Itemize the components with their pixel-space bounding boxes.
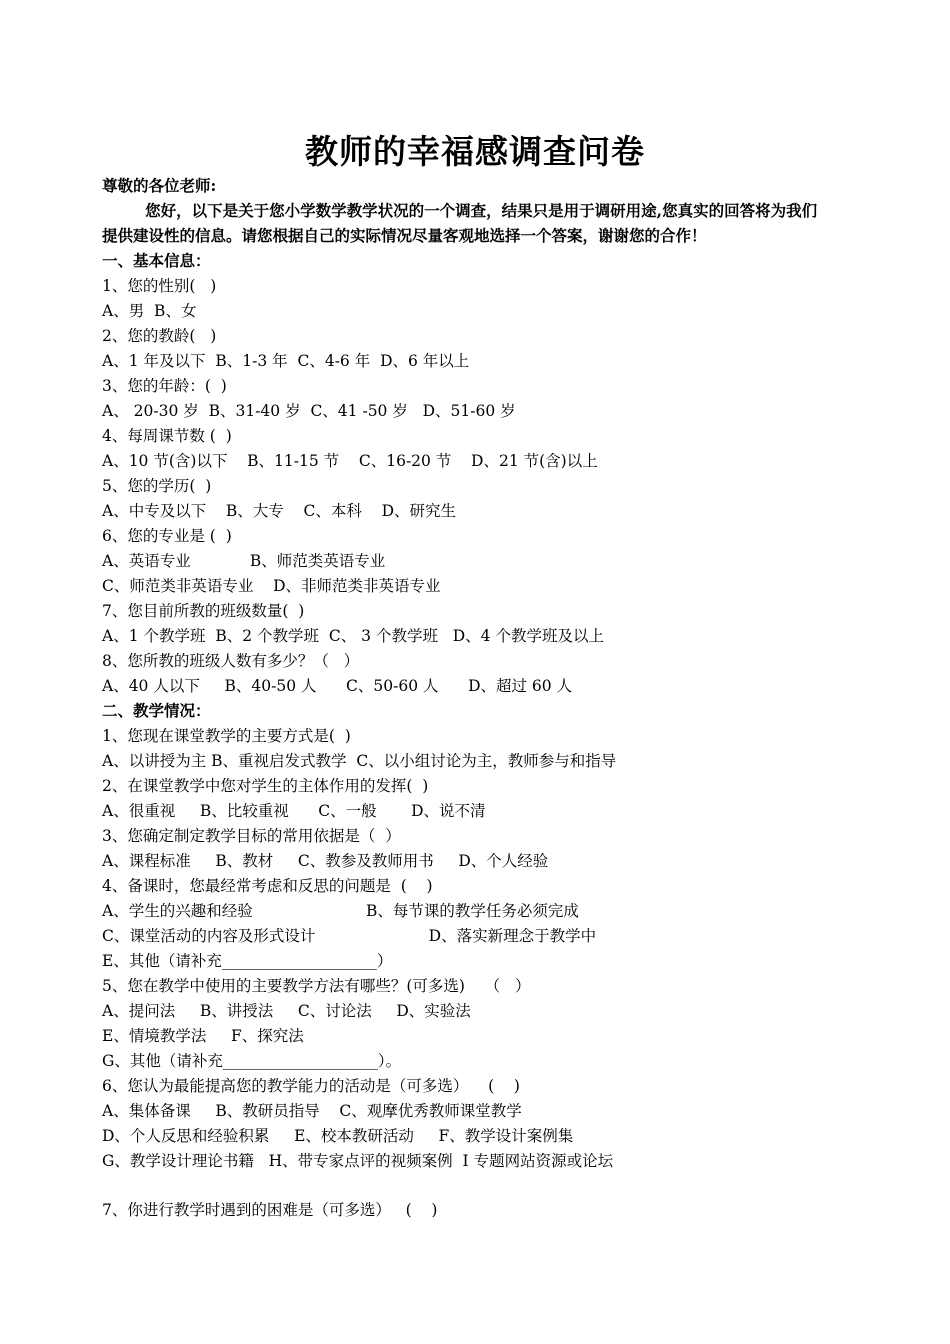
question-1-2: 2、您的教龄( ): [102, 327, 217, 345]
options-1-1: A、男 B、女: [102, 302, 197, 320]
options-2-1: A、以讲授为主 B、重视启发式教学 C、以小组讨论为主，教师参与和指导: [102, 752, 617, 770]
question-1-7: 7、您目前所教的班级数量( ): [102, 602, 305, 620]
question-2-5: 5、您在教学中使用的主要教学方法有哪些？(可多选) （ ）: [102, 977, 531, 995]
options-2-4-b: C、课堂活动的内容及形式设计 D、落实新理念于教学中: [102, 927, 597, 945]
question-1-5: 5、您的学历( ): [102, 477, 212, 495]
options-1-6-b: C、师范类非英语专业 D、非师范类非英语专业: [102, 577, 441, 595]
options-1-6-a: A、英语专业 B、师范类英语专业: [102, 552, 386, 570]
options-2-6-c: G、教学设计理论书籍 H、带专家点评的视频案例 I 专题网站资源或论坛: [102, 1152, 614, 1170]
question-2-7: 7、你进行教学时遇到的困难是（可多选） ( ): [102, 1201, 438, 1219]
question-1-3: 3、您的年龄：( ): [102, 377, 227, 395]
options-2-4-a: A、学生的兴趣和经验 B、每节课的教学任务必须完成: [102, 902, 579, 920]
options-2-5-a: A、提问法 B、讲授法 C、讨论法 D、实验法: [102, 1002, 471, 1020]
options-2-6-b: D、个人反思和经验积累 E、校本教研活动 F、教学设计案例集: [102, 1127, 574, 1145]
options-2-2: A、很重视 B、比较重视 C、一般 D、说不清: [102, 802, 486, 820]
options-1-4: A、10 节(含)以下 B、11-15 节 C、16-20 节 D、21 节(含)以上: [102, 452, 598, 470]
options-1-3: A、 20-30 岁 B、31-40 岁 C、41 -50 岁 D、51-60 岁: [102, 402, 516, 420]
section-heading-basic-info: 一、基本信息：: [102, 251, 211, 270]
options-1-7: A、1 个教学班 B、2 个教学班 C、 3 个教学班 D、4 个教学班及以上: [102, 627, 604, 645]
options-2-5-b: E、情境教学法 F、探究法: [102, 1027, 304, 1045]
question-2-1: 1、您现在课堂教学的主要方式是( ): [102, 727, 351, 745]
options-1-5: A、中专及以下 B、大专 C、本科 D、研究生: [102, 502, 456, 520]
question-1-6: 6、您的专业是 ( ): [102, 527, 232, 545]
intro-line-2: 提供建设性的信息。请您根据自己的实际情况尽量客观地选择一个答案，谢谢您的合作！: [102, 226, 707, 245]
question-2-4: 4、备课时，您最经常考虑和反思的问题是 ( ): [102, 877, 433, 895]
section-heading-teaching: 二、教学情况：: [102, 701, 211, 720]
question-1-4: 4、每周课节数 ( ): [102, 427, 232, 445]
options-2-6-a: A、集体备课 B、教研员指导 C、观摩优秀教师课堂教学: [102, 1102, 522, 1120]
document-title: 教师的幸福感调查问卷: [305, 132, 645, 171]
question-2-6: 6、您认为最能提高您的教学能力的活动是（可多选） ( ): [102, 1077, 520, 1095]
options-2-3: A、课程标准 B、教材 C、教参及教师用书 D、个人经验: [102, 852, 549, 870]
options-1-2: A、1 年及以下 B、1-3 年 C、4-6 年 D、6 年以上: [102, 352, 470, 370]
options-2-4-c: E、其他（请补充____________________）: [102, 952, 393, 970]
options-2-5-c: G、其他（请补充____________________）。: [102, 1052, 402, 1070]
greeting: 尊敬的各位老师:: [102, 176, 217, 195]
options-1-8: A、40 人以下 B、40-50 人 C、50-60 人 D、超过 60 人: [102, 677, 573, 695]
question-2-3: 3、您确定制定教学目标的常用依据是（ ）: [102, 827, 401, 845]
question-1-8: 8、您所教的班级人数有多少？（ ）: [102, 652, 360, 670]
intro-line-1: 您好，以下是关于您小学数学教学状况的一个调查，结果只是用于调研用途,您真实的回答将为我们: [102, 201, 818, 220]
question-1-1: 1、您的性别( ): [102, 277, 217, 295]
question-2-2: 2、在课堂教学中您对学生的主体作用的发挥( ): [102, 777, 429, 795]
